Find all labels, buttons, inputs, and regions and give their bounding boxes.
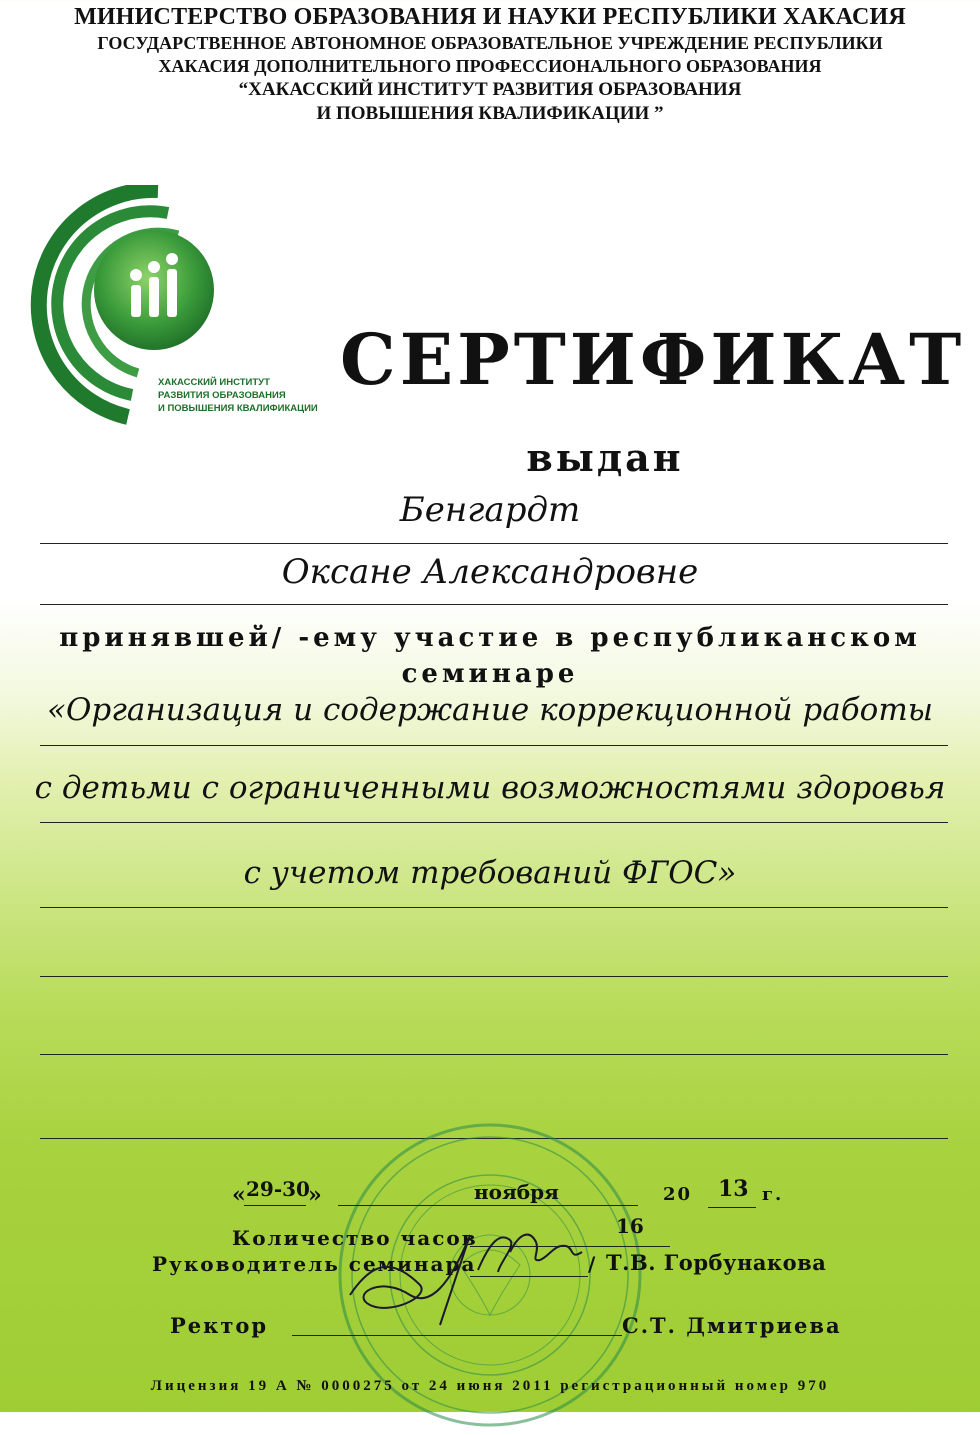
header-ministry: МИНИСТЕРСТВО ОБРАЗОВАНИЯ И НАУКИ РЕСПУБЛИКИ ХАКАСИЯ xyxy=(74,4,906,30)
date-open-quote: « xyxy=(232,1182,248,1208)
hours-label: Количество часов xyxy=(232,1226,478,1250)
recipient-surname: Бенгардт xyxy=(399,490,581,530)
date-year-prefix: 20 xyxy=(663,1184,693,1205)
seminar-title-line3: с учетом требований ФГОС» xyxy=(243,855,737,891)
leader-separator: / xyxy=(588,1252,598,1276)
leader-name: Т.В. Горбунакова xyxy=(606,1250,827,1275)
date-year-unit: г. xyxy=(762,1184,784,1205)
seminar-title-line2: с детьми с ограниченными возможностями здоровья xyxy=(34,770,946,806)
logo-caption-line1: ХАКАССКИЙ ИНСТИТУТ xyxy=(158,377,270,388)
participation-text-line2: семинаре xyxy=(401,659,579,689)
hours-value: 16 xyxy=(616,1214,644,1238)
date-month-underline xyxy=(338,1205,638,1206)
recipient-name: Оксане Александровне xyxy=(281,552,699,592)
header-institution-line1: ГОСУДАРСТВЕННОЕ АВТОНОМНОЕ ОБРАЗОВАТЕЛЬНОЕ УЧРЕЖДЕНИЕ РЕСПУБЛИКИ xyxy=(97,33,883,53)
seminar-title-line1: «Организация и содержание коррекционной работы xyxy=(47,692,933,728)
rector-signature xyxy=(330,1225,480,1345)
header-institution-line2: ХАКАСИЯ ДОПОЛНИТЕЛЬНОГО ПРОФЕССИОНАЛЬНОГО ОБРАЗОВАНИЯ xyxy=(158,56,822,76)
header-institution-line4: И ПОВЫШЕНИЯ КВАЛИФИКАЦИИ ” xyxy=(316,103,664,124)
seminar-line2-rule xyxy=(40,822,948,823)
date-year-underline xyxy=(708,1207,756,1208)
leader-signature xyxy=(470,1222,590,1282)
leader-label: Руководитель семинара xyxy=(152,1252,477,1276)
blank-rule-1 xyxy=(40,907,948,908)
logo-caption-line3: И ПОВЫШЕНИЯ КВАЛИФИКАЦИИ xyxy=(158,403,318,414)
certificate-title: СЕРТИФИКАТ xyxy=(340,318,966,401)
recipient-name-line xyxy=(40,604,948,605)
date-month: ноября xyxy=(474,1180,559,1204)
rector-name: С.Т. Дмитриева xyxy=(622,1313,842,1338)
blank-rule-2 xyxy=(40,976,948,977)
license-footer: Лицензия 19 А № 0000275 от 24 июня 2011 регистрационный номер 970 xyxy=(150,1378,830,1394)
logo-caption xyxy=(158,376,318,415)
blank-rule-3 xyxy=(40,1054,948,1055)
seminar-line1-rule xyxy=(40,745,948,746)
date-days: 29-30 xyxy=(246,1177,310,1201)
logo-caption-line2: РАЗВИТИЯ ОБРАЗОВАНИЯ xyxy=(158,390,286,401)
date-days-underline xyxy=(244,1205,306,1206)
issued-label: выдан xyxy=(526,435,684,480)
date-year-suffix: 13 xyxy=(718,1176,749,1202)
participation-text-line1: принявшей/ -ему участие в республиканском xyxy=(59,623,921,653)
date-close-quote: » xyxy=(308,1182,324,1208)
header-institution-line3: “ХАКАССКИЙ ИНСТИТУТ РАЗВИТИЯ ОБРАЗОВАНИЯ xyxy=(238,79,742,100)
rector-label: Ректор xyxy=(170,1313,269,1338)
recipient-surname-line xyxy=(40,543,948,544)
